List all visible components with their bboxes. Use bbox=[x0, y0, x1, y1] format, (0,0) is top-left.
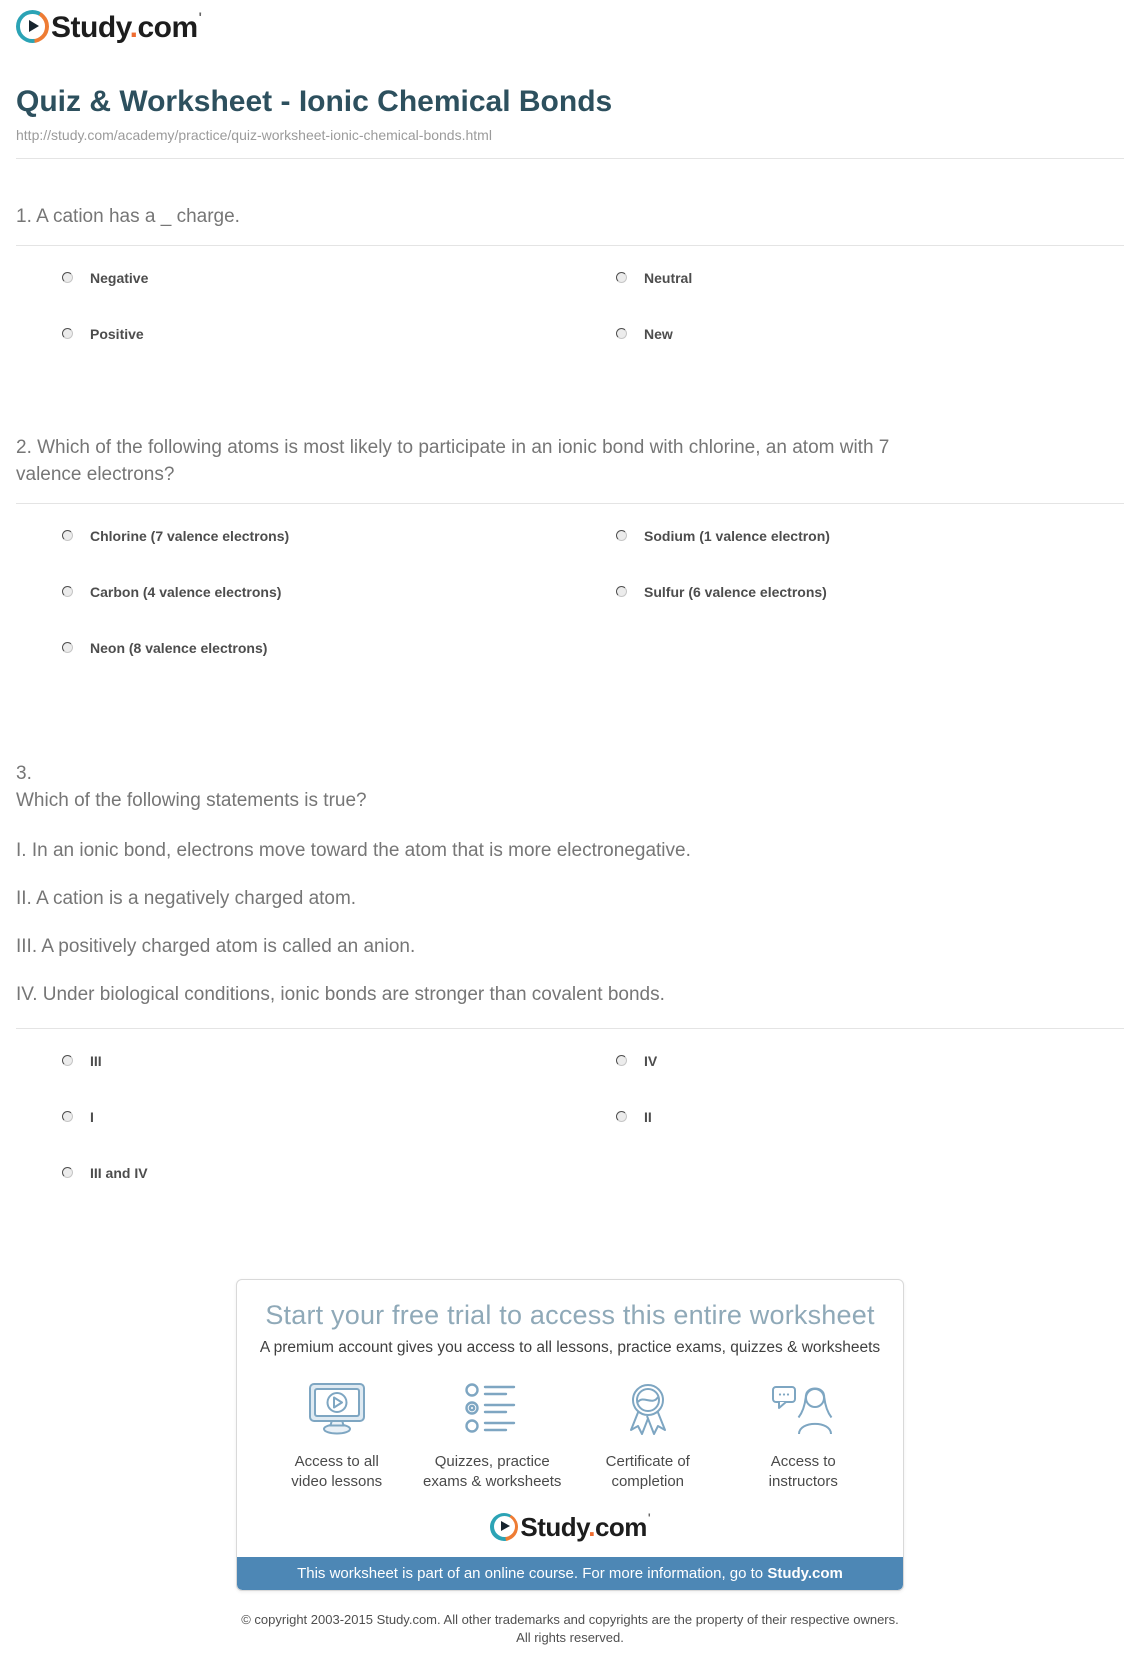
radio-button[interactable] bbox=[62, 1111, 73, 1122]
radio-option[interactable] bbox=[570, 270, 1124, 326]
radio-button[interactable] bbox=[616, 328, 627, 339]
option-label: I bbox=[90, 1109, 94, 1125]
logo-text-study: Study bbox=[51, 11, 130, 44]
feature-label: Certificate of completion bbox=[605, 1453, 690, 1490]
question-3 bbox=[16, 760, 1124, 1221]
play-icon bbox=[16, 10, 49, 43]
radio-option[interactable] bbox=[570, 1053, 1124, 1109]
option-label: II bbox=[644, 1109, 652, 1125]
question-1-options bbox=[16, 270, 1124, 382]
radio-button[interactable] bbox=[62, 272, 73, 283]
statement: II. A cation is a negatively charged atom. bbox=[16, 888, 357, 909]
trademark-tick: ' bbox=[647, 1512, 651, 1525]
radio-option[interactable] bbox=[16, 1053, 570, 1109]
radio-option[interactable] bbox=[570, 1109, 1124, 1165]
feature-list bbox=[237, 1381, 903, 1492]
trademark-tick: ' bbox=[198, 10, 202, 25]
feature-certificate bbox=[570, 1381, 726, 1492]
feature-label: Access to instructors bbox=[768, 1453, 838, 1490]
radio-option[interactable] bbox=[16, 1165, 570, 1221]
studycom-logo bbox=[237, 1512, 903, 1543]
instructor-icon bbox=[771, 1381, 835, 1435]
header-divider bbox=[16, 158, 1124, 159]
radio-button[interactable] bbox=[62, 1167, 73, 1178]
radio-option[interactable] bbox=[16, 528, 570, 584]
copyright-notice bbox=[16, 1611, 1124, 1647]
play-icon bbox=[490, 1513, 519, 1542]
promo-subtitle: A premium account gives you access to all lessons, practice exams, quizzes & worksheets bbox=[259, 1339, 881, 1356]
question-2 bbox=[16, 434, 1124, 696]
radio-button[interactable] bbox=[616, 586, 627, 597]
option-label: Neutral bbox=[644, 270, 693, 286]
studycom-link[interactable]: Study.com bbox=[767, 1565, 843, 1582]
logo-text-study: Study bbox=[520, 1512, 589, 1542]
question-1 bbox=[16, 203, 1124, 382]
question-3-number: 3. bbox=[16, 763, 32, 784]
option-label: New bbox=[644, 326, 673, 342]
radio-option[interactable] bbox=[16, 270, 570, 326]
option-label: Negative bbox=[90, 270, 149, 286]
certificate-icon bbox=[618, 1381, 678, 1435]
radio-button[interactable] bbox=[62, 530, 73, 541]
copyright-line-2: All rights reserved. bbox=[516, 1630, 624, 1645]
question-1-text: 1. A cation has a _ charge. bbox=[16, 203, 1124, 246]
quiz-list-icon bbox=[462, 1381, 522, 1435]
radio-button[interactable] bbox=[616, 272, 627, 283]
radio-option[interactable] bbox=[16, 326, 570, 382]
radio-button[interactable] bbox=[62, 586, 73, 597]
video-monitor-icon bbox=[307, 1381, 367, 1435]
course-info-banner bbox=[237, 1557, 903, 1590]
radio-button[interactable] bbox=[62, 1055, 73, 1066]
option-label: Sodium (1 valence electron) bbox=[644, 528, 830, 544]
logo-dot: . bbox=[588, 1512, 595, 1542]
option-label: Positive bbox=[90, 326, 144, 342]
promo-title: Start your free trial to access this entire worksheet bbox=[265, 1300, 875, 1330]
option-label: Sulfur (6 valence electrons) bbox=[644, 584, 827, 600]
question-2-text: 2. Which of the following atoms is most likely to participate in an ionic bond with chlorine, an atom with 7 valence electrons? bbox=[16, 434, 1124, 504]
feature-label: Quizzes, practice exams & worksheets bbox=[423, 1453, 562, 1490]
option-label: III bbox=[90, 1053, 102, 1069]
option-label: Chlorine (7 valence electrons) bbox=[90, 528, 290, 544]
free-trial-panel bbox=[236, 1279, 904, 1591]
banner-text: This worksheet is part of an online course. For more information, go to bbox=[297, 1565, 768, 1582]
question-2-options bbox=[16, 528, 1124, 696]
question-3-text: Which of the following statements is true? bbox=[16, 790, 367, 811]
radio-button[interactable] bbox=[62, 328, 73, 339]
statement: I. In an ionic bond, electrons move toward the atom that is more electronegative. bbox=[16, 840, 691, 861]
radio-button[interactable] bbox=[616, 1111, 627, 1122]
radio-button[interactable] bbox=[62, 642, 73, 653]
statement: IV. Under biological conditions, ionic bonds are stronger than covalent bonds. bbox=[16, 984, 665, 1005]
logo-text-com: com bbox=[137, 11, 198, 44]
radio-option[interactable] bbox=[16, 640, 570, 696]
feature-instructors bbox=[726, 1381, 882, 1492]
option-label: Carbon (4 valence electrons) bbox=[90, 584, 282, 600]
option-label: Neon (8 valence electrons) bbox=[90, 640, 268, 656]
question-3-options bbox=[16, 1053, 1124, 1221]
radio-button[interactable] bbox=[616, 530, 627, 541]
feature-video-lessons bbox=[259, 1381, 415, 1492]
radio-option[interactable] bbox=[16, 1109, 570, 1165]
page-url: http://study.com/academy/practice/quiz-worksheet-ionic-chemical-bonds.html bbox=[16, 127, 492, 143]
radio-option[interactable] bbox=[570, 528, 1124, 584]
logo-text-com: com bbox=[594, 1512, 647, 1542]
radio-option[interactable] bbox=[16, 584, 570, 640]
logo-dot: . bbox=[129, 11, 138, 44]
radio-option[interactable] bbox=[570, 326, 1124, 382]
question-3-statements bbox=[16, 840, 1124, 1029]
statement: III. A positively charged atom is called an anion. bbox=[16, 936, 416, 957]
option-label: IV bbox=[644, 1053, 658, 1069]
option-label: III and IV bbox=[90, 1165, 148, 1181]
radio-option[interactable] bbox=[570, 584, 1124, 640]
page-title: Quiz & Worksheet - Ionic Chemical Bonds bbox=[16, 85, 613, 118]
feature-label: Access to all video lessons bbox=[291, 1453, 383, 1490]
studycom-logo bbox=[16, 10, 1124, 45]
copyright-line-1: © copyright 2003-2015 Study.com. All other trademarks and copyrights are the property of their respective owners. bbox=[241, 1612, 899, 1627]
radio-button[interactable] bbox=[616, 1055, 627, 1066]
feature-quizzes bbox=[415, 1381, 571, 1492]
